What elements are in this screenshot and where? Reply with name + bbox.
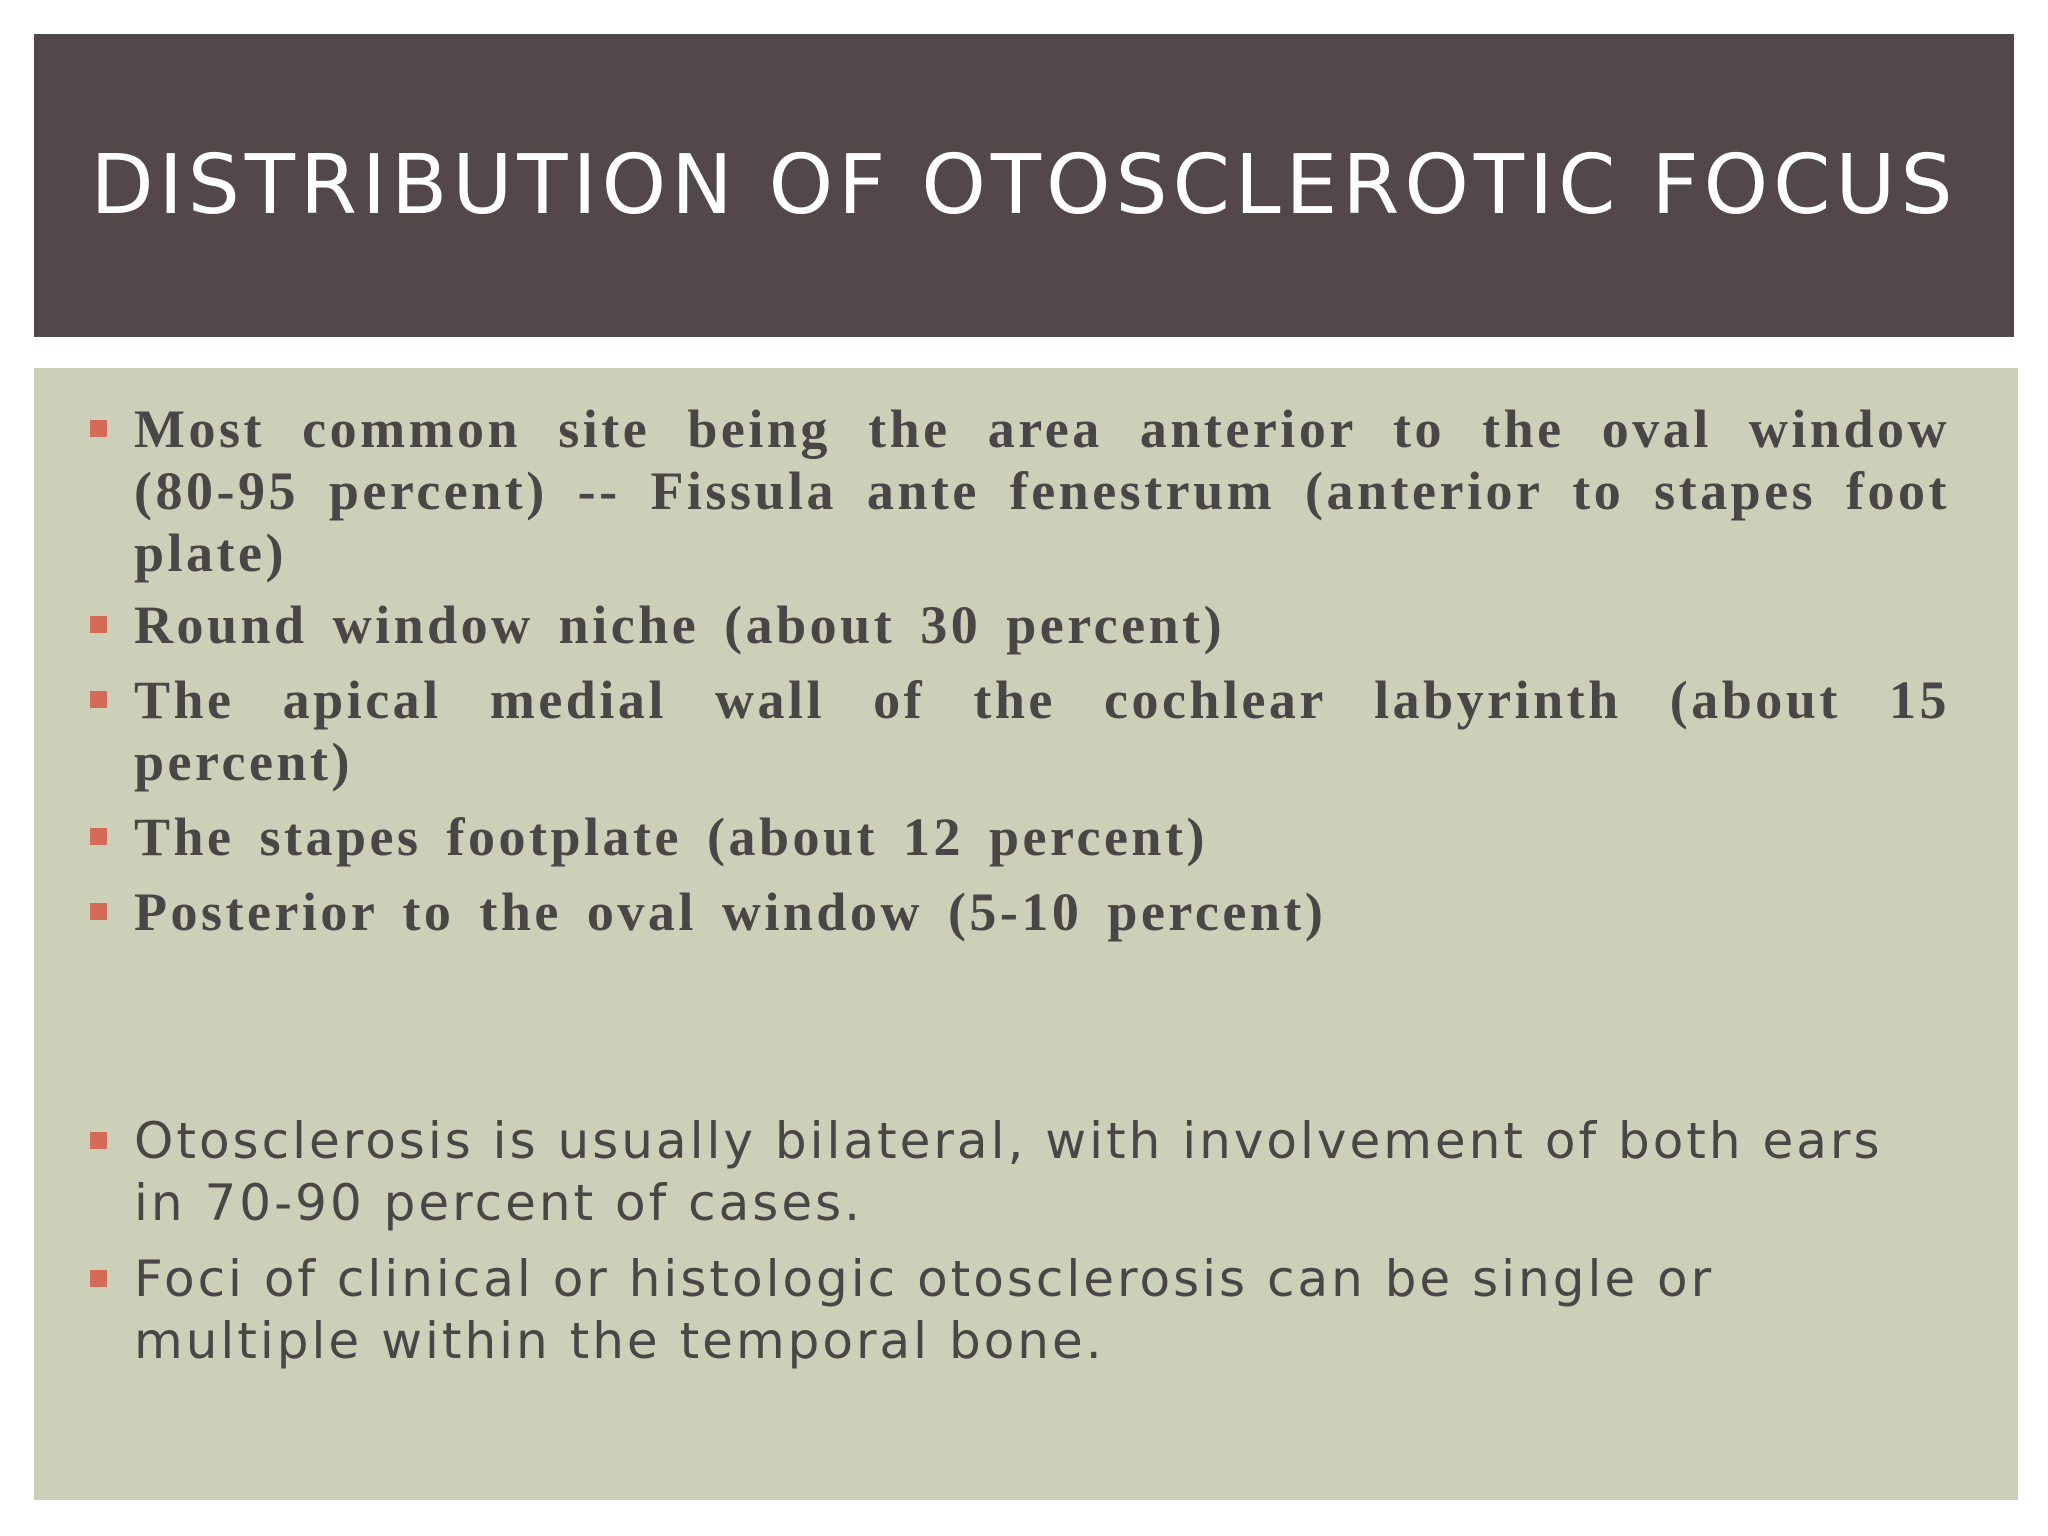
bullet-item — [134, 1248, 1894, 1372]
bullet-item — [134, 398, 1950, 584]
bullet-item — [134, 594, 1950, 656]
bullet-square-icon — [90, 828, 107, 845]
bullet-text: The stapes footplate (about 12 percent) — [134, 807, 1208, 867]
bullet-square-icon — [90, 903, 107, 920]
bullet-text: The apical medial wall of the cochlear labyrinth (about 15 percent) — [134, 670, 1950, 792]
bullet-text: Otosclerosis is usually bilateral, with involvement of both ears in 70-90 percent of cases. — [134, 1112, 1883, 1232]
bullet-item — [134, 806, 1950, 868]
bullet-text: Round window niche (about 30 percent) — [134, 595, 1226, 655]
bullet-square-icon — [90, 1132, 107, 1149]
slide-title: DISTRIBUTION OF OTOSCLEROTIC FOCUS — [90, 138, 1958, 233]
bullet-item — [134, 1110, 1894, 1234]
title-bar — [34, 34, 2014, 337]
bullet-square-icon — [90, 616, 107, 633]
bullet-text: Foci of clinical or histologic otosclerosis can be single or multiple within the temporal bone. — [134, 1250, 1715, 1370]
bullet-text: Most common site being the area anterior to the oval window (80-95 percent) -- Fissula ante fenestrum (anterior to stapes foot plate) — [134, 399, 1950, 583]
bullet-square-icon — [90, 1270, 107, 1287]
bullet-item — [134, 881, 1950, 943]
bullet-square-icon — [90, 691, 107, 708]
bullet-text: Posterior to the oval window (5-10 percent) — [134, 882, 1327, 942]
bullet-square-icon — [90, 420, 107, 437]
bullet-item — [134, 669, 1950, 793]
